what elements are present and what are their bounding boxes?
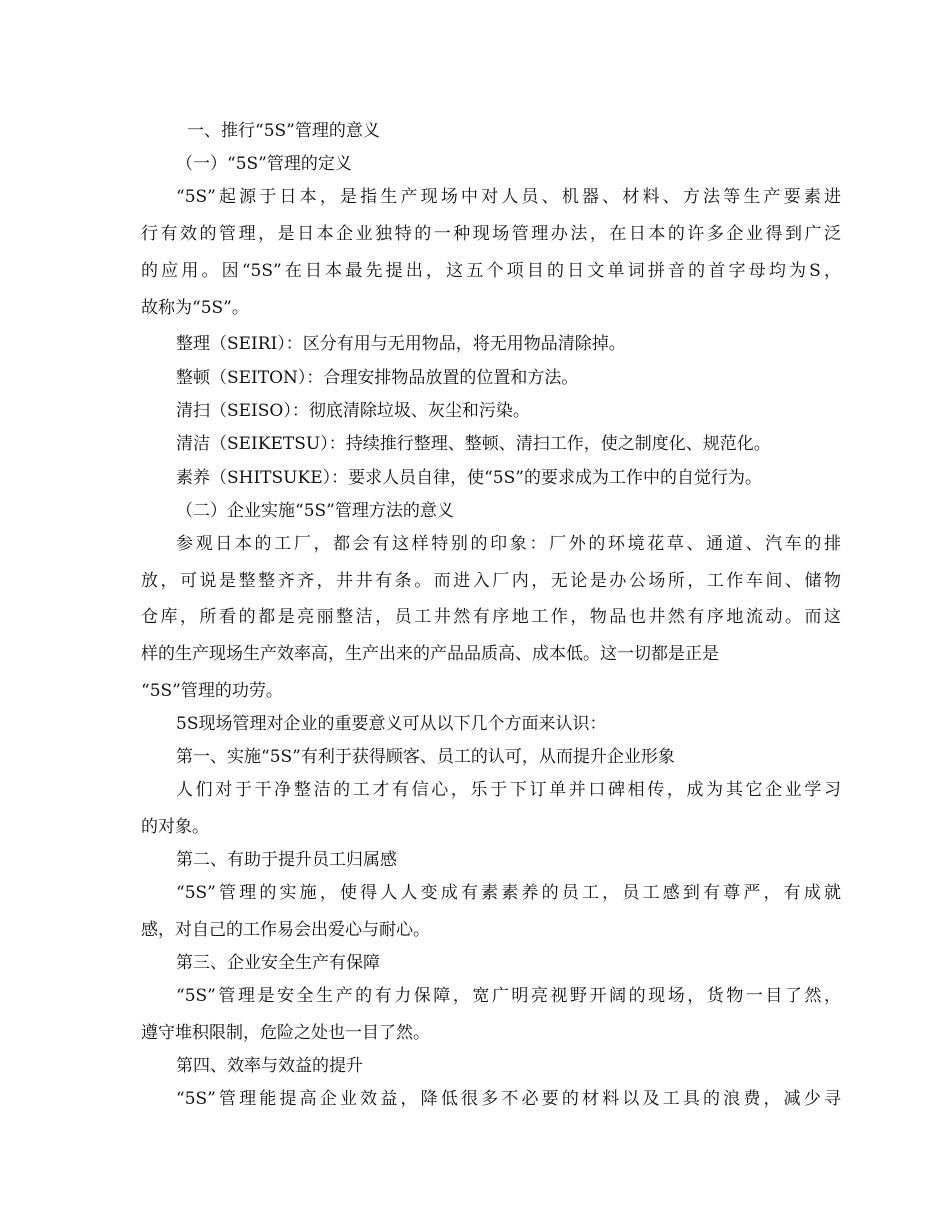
paragraph-line: “5S”管理能提高企业效益，降低很多不必要的材料以及工具的浪费，减少寻 — [176, 1089, 841, 1109]
point-heading: 第一、实施“5S”有利于获得顾客、员工的认可，从而提升企业形象 — [176, 747, 675, 767]
paragraph-line: 行有效的管理，是日本企业独特的一种现场管理办法，在日本的许多企业得到广泛 — [141, 224, 841, 244]
paragraph-line: “5S”管理是安全生产的有力保障，宽广明亮视野开阔的现场，货物一目了然， — [176, 986, 841, 1006]
point-heading: 第三、企业安全生产有保障 — [176, 953, 380, 973]
list-item: 清洁（SEIKETSU）：持续推行整理、整顿、清扫工作，使之制度化、规范化。 — [176, 434, 771, 454]
paragraph-line: 样的生产现场生产效率高，生产出来的产品品质高、成本低。这一切都是正是 — [141, 644, 719, 664]
subsection-heading: （二）企业实施“5S”管理方法的意义 — [176, 501, 454, 521]
paragraph-line: 的对象。 — [141, 817, 209, 837]
paragraph-line: 故称为“5S”。 — [141, 298, 249, 318]
list-item: 素养（SHITSUKE）：要求人员自律，使“5S”的要求成为工作中的自觉行为。 — [176, 468, 762, 488]
paragraph-line: 感，对自己的工作易会出爱心与耐心。 — [141, 920, 430, 940]
paragraph-line: 放，可说是整整齐齐，井井有条。而进入厂内，无论是办公场所，工作车间、储物 — [141, 571, 841, 591]
paragraph-line: 遵守堆积限制，危险之处也一目了然。 — [141, 1023, 430, 1043]
paragraph-line: 的应用。因“5S”在日本最先提出，这五个项目的日文单词拼音的首字母均为S， — [141, 261, 841, 281]
section-heading: 一、推行“5S”管理的意义 — [187, 121, 380, 141]
paragraph-line: 仓库，所看的都是亮丽整洁，员工井然有序地工作，物品也井然有序地流动。而这 — [141, 607, 841, 627]
paragraph-line: 参观日本的工厂，都会有这样特别的印象：厂外的环境花草、通道、汽车的排 — [176, 534, 841, 554]
paragraph-line: 人们对于干净整洁的工才有信心，乐于下订单并口碑相传，成为其它企业学习 — [176, 780, 841, 800]
paragraph-line: “5S”管理的功劳。 — [141, 681, 283, 701]
list-item: 清扫（SEISO）：彻底清除垃圾、灰尘和污染。 — [176, 401, 530, 421]
point-heading: 第四、效率与效益的提升 — [176, 1056, 363, 1076]
paragraph-line: 5S现场管理对企业的重要意义可从以下几个方面来认识： — [176, 714, 607, 734]
point-heading: 第二、有助于提升员工归属感 — [176, 850, 397, 870]
list-item: 整理（SEIRI）：区分有用与无用物品，将无用物品清除掉。 — [176, 334, 626, 354]
paragraph-line: “5S”起源于日本，是指生产现场中对人员、机器、材料、方法等生产要素进 — [176, 187, 841, 207]
list-item: 整顿（SEITON）：合理安排物品放置的位置和方法。 — [176, 368, 579, 388]
subsection-heading: （一）“5S”管理的定义 — [176, 154, 352, 174]
paragraph-line: “5S”管理的实施，使得人人变成有素素养的员工，员工感到有尊严，有成就 — [176, 883, 841, 903]
